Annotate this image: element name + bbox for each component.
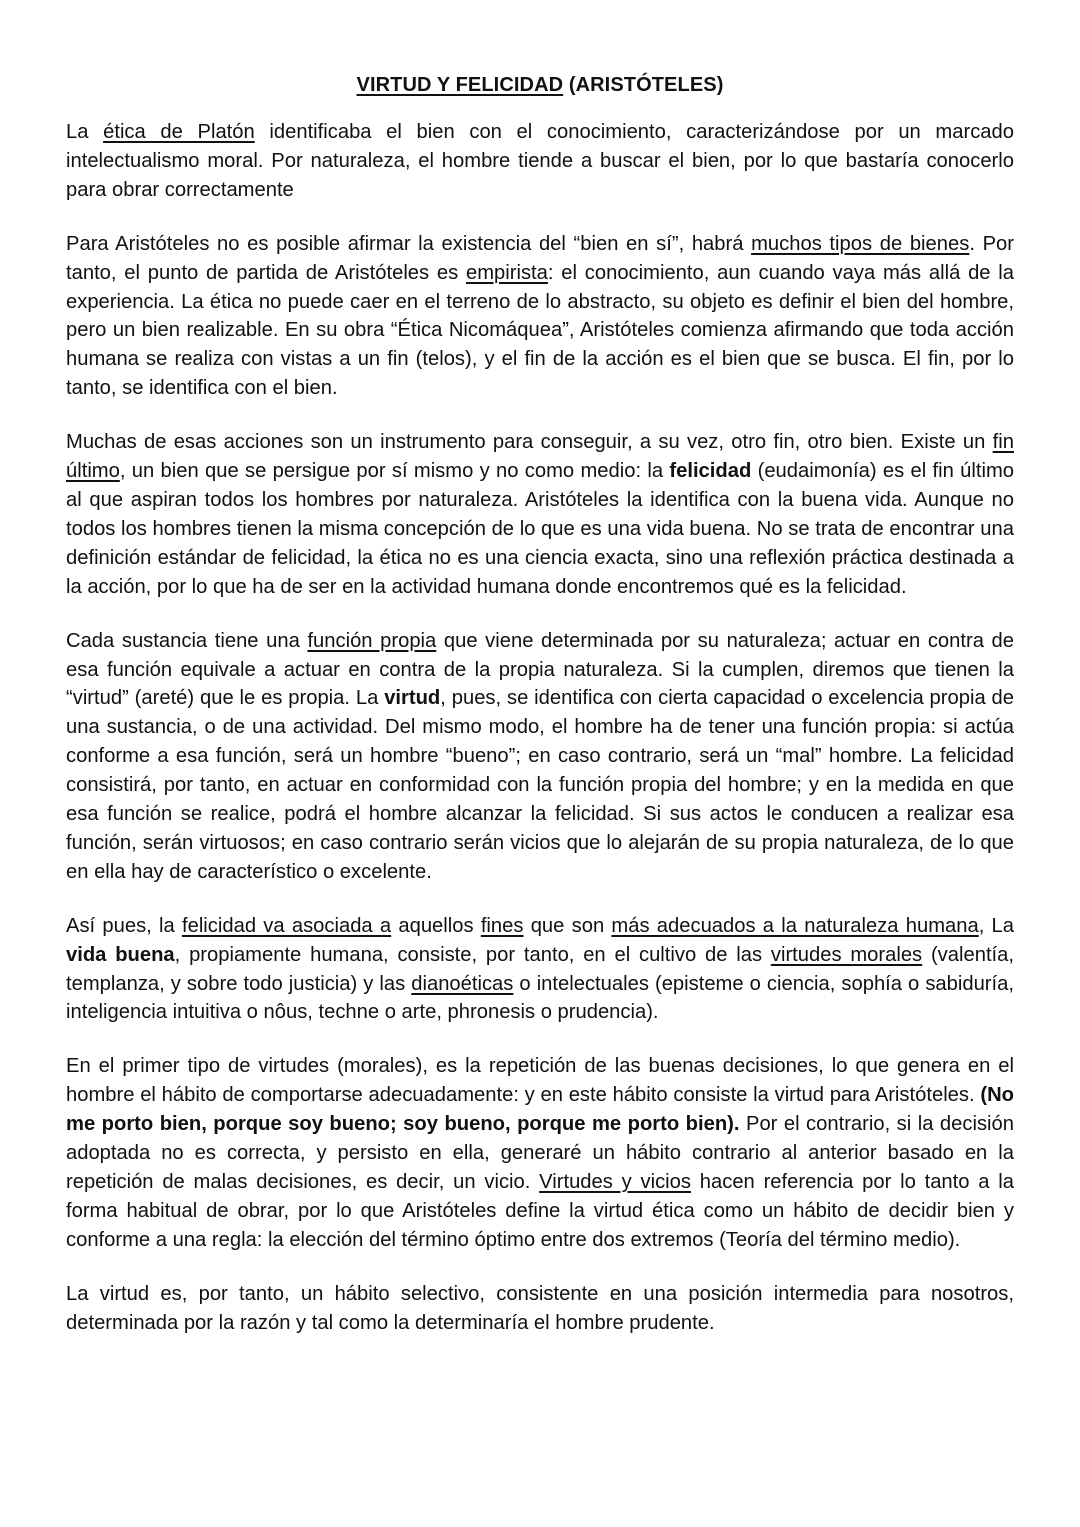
text-segment: Cada sustancia tiene una: [66, 629, 308, 652]
title-underlined: VIRTUD Y FELICIDAD: [356, 74, 564, 96]
text-segment: Para Aristóteles no es posible afirmar la existencia del “bien en sí”, habrá: [66, 232, 752, 255]
text-segment: Así pues, la: [66, 914, 182, 937]
text-segment: , La: [978, 914, 1014, 937]
underlined-term: dianoéticas: [411, 972, 514, 995]
text-segment: aquellos: [391, 914, 481, 937]
underlined-term: ética de Platón: [103, 121, 255, 143]
underlined-term: virtudes morales: [770, 943, 923, 966]
underlined-term: fines: [480, 914, 524, 937]
text-segment: La virtud es, por tanto, un hábito selectivo, consistente en una posición intermedia para nosotros, determinada por la razón y tal como la determinaría el hombre prudente.: [66, 1282, 1014, 1334]
paragraph-platon: [66, 118, 1014, 205]
underlined-term: Virtudes y vicios: [539, 1171, 691, 1193]
underlined-term: fin último: [66, 431, 1014, 483]
text-segment: : el conocimiento, aun cuando vaya más allá de la experiencia. La ética no puede caer en el terreno de lo abstracto, su objeto es definir el bien del hombre, pero un bien realizable. En su obra “Ética Nicomáquea”, Aristóteles comienza afirmando que toda acción humana se realiza con vistas a un fin (telos), y el fin de la acción es el bien que se busca. El fin, por lo tanto, se identifica con el bien.: [66, 261, 1015, 400]
text-segment: o intelectuales (episteme o ciencia, sophía o sabiduría, inteligencia intuitiva o nôus, techne o arte, phronesis o prudencia).: [66, 972, 1014, 1024]
text-segment: La: [66, 121, 104, 143]
title-rest: (ARISTÓTELES): [563, 74, 724, 96]
bold-term: vida buena: [66, 943, 175, 966]
underlined-term: más adecuados a la naturaleza humana: [611, 914, 979, 937]
document-page: [66, 70, 1014, 1363]
underlined-term: función propia: [307, 629, 437, 652]
bold-quote: (No me porto bien, porque soy bueno; soy bueno, porque me porto bien).: [66, 1084, 1014, 1136]
paragraph-habito: [66, 1052, 1014, 1254]
text-segment: En el primer tipo de virtudes (morales), es la repetición de las buenas decisiones, lo que genera en el hombre el hábito de comportarse adecuadamente: y en este hábito consiste la virtud para Aristóteles.: [66, 1055, 1014, 1107]
underlined-term: muchos tipos de bienes: [751, 232, 970, 255]
text-segment: (eudaimonía) es el fin último al que aspiran todos los hombres por naturaleza. Aristóteles la identifica con la buena vida. Aunque no todos los hombres tienen la misma concepción de lo que es una vida buena. No se trata de encontrar una definición estándar de felicidad, la ética no es una ciencia exacta, sino una reflexión práctica destinada a la acción, por lo que ha de ser en la actividad humana donde encontremos qué es la felicidad.: [66, 460, 1014, 598]
text-segment: . Por tanto, el punto de partida de Aristóteles es: [66, 232, 1014, 284]
paragraph-fin-ultimo: [66, 428, 1014, 601]
text-segment: , propiamente humana, consiste, por tanto, en el cultivo de las: [174, 943, 771, 966]
text-segment: , pues, se identifica con cierta capacidad o excelencia propia de una sustancia, o de una actividad. Del mismo modo, el hombre ha de tener una función propia: si actúa conforme a esa función, será un hombre “bueno”; en caso contrario, será un “mal” hombre. La felicidad consistirá, por tanto, en actuar en conformidad con la función propia del hombre; y en la medida en que esa función se realice, podrá el hombre alcanzar la felicidad. Si sus actos le conducen a realizar esa función, serán virtuosos; en caso contrario serán vicios que lo alejarán de su propia naturaleza, de lo que en ella hay de característico o excelente.: [66, 687, 1014, 883]
underlined-term: empirista: [466, 261, 548, 284]
paragraph-funcion-propia: [66, 627, 1014, 887]
text-segment: Por el contrario, si la decisión adoptada no es correcta, y persisto en ella, generaré un hábito contrario al anterior basado en la repetición de malas decisiones, es decir, un vicio.: [66, 1113, 1014, 1193]
text-segment: hacen referencia por lo tanto a la forma habitual de obrar, por lo que Aristóteles define la virtud ética como un hábito de decidir bien y conforme a una regla: la elección del término óptimo entre dos extremos (Teoría del término medio).: [66, 1171, 1015, 1251]
paragraph-conclusion: [66, 1280, 1014, 1338]
paragraph-aristoteles-empirista: [66, 230, 1014, 403]
underlined-term: felicidad va asociada a: [181, 914, 392, 937]
text-segment: que viene determinada por su naturaleza; actuar en contra de esa función equivale a actuar en contra de la propia naturaleza. Si la cumplen, diremos que tienen la “virtud” (areté) que le es propia. La: [66, 629, 1014, 710]
document-title: [66, 70, 1014, 100]
text-segment: Muchas de esas acciones son un instrumento para conseguir, a su vez, otro fin, otro bien. Existe un: [66, 431, 993, 454]
paragraph-vida-buena: [66, 912, 1014, 1028]
text-segment: (valentía, templanza, y sobre todo justicia) y las: [66, 943, 1014, 995]
text-segment: que son: [523, 914, 612, 937]
text-segment: identificaba el bien con el conocimiento, caracterizándose por un marcado intelectualismo moral. Por naturaleza, el hombre tiende a buscar el bien, por lo que bastaría conocerlo para obrar correctamente: [66, 121, 1014, 201]
text-segment: , un bien que se persigue por sí mismo y no como medio: la: [119, 460, 670, 483]
bold-term: felicidad: [669, 460, 752, 483]
bold-term: virtud: [384, 687, 441, 710]
